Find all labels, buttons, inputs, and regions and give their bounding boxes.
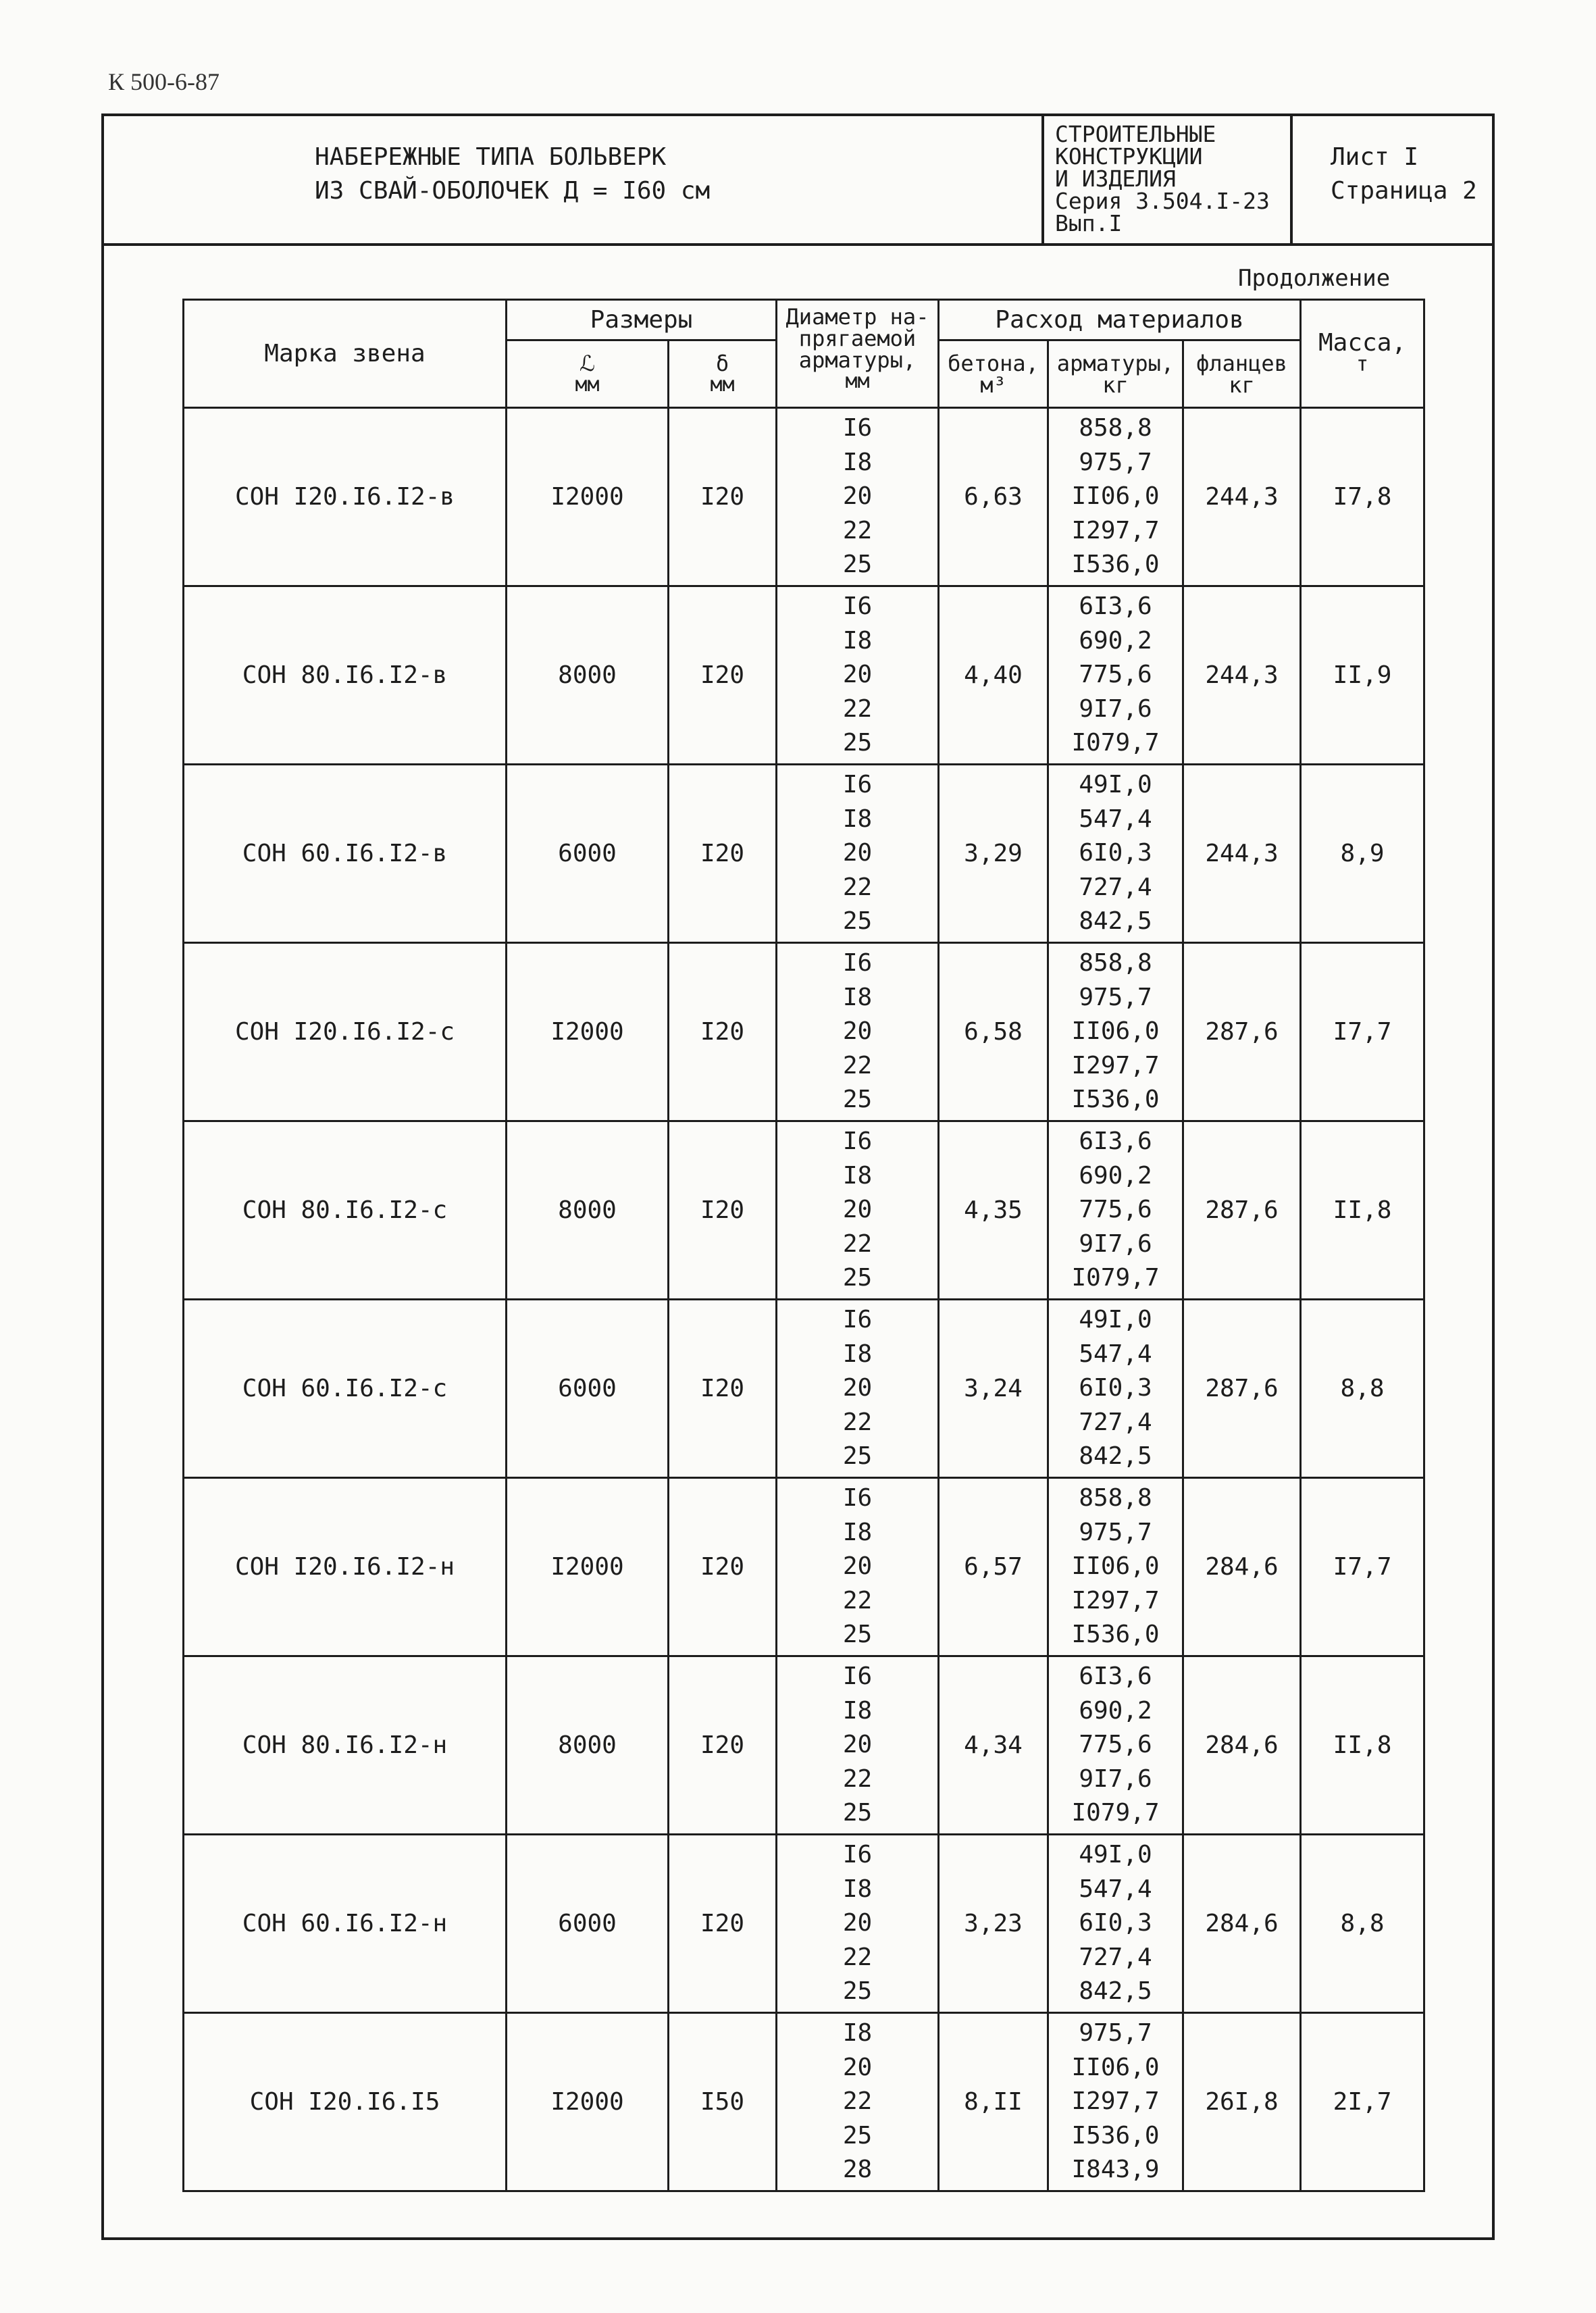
row-rebar bbox=[1048, 1478, 1183, 1656]
diameter-value: 22 bbox=[842, 1051, 873, 1079]
rebar-value: I079,7 bbox=[1071, 1799, 1160, 1827]
title-block-divider bbox=[1041, 113, 1044, 246]
rebar-value: 975,7 bbox=[1079, 448, 1152, 476]
header-rebar-label: арматуры, bbox=[1056, 350, 1175, 376]
row-rebar bbox=[1048, 765, 1183, 943]
header-flanges-unit: кг bbox=[1229, 372, 1255, 398]
row-mark: СОН 60.I6.I2-н bbox=[184, 1835, 507, 2013]
diameter-value: 22 bbox=[842, 1586, 873, 1615]
rebar-value: 9I7,6 bbox=[1079, 1764, 1152, 1793]
row-flanges: 284,6 bbox=[1183, 1478, 1301, 1656]
rebar-value: I297,7 bbox=[1071, 516, 1160, 544]
row-concrete: 6,58 bbox=[939, 943, 1048, 1121]
row-rebar bbox=[1048, 1835, 1183, 2013]
rebar-value: 842,5 bbox=[1079, 907, 1152, 936]
rebar-value: II06,0 bbox=[1071, 482, 1160, 511]
title-block bbox=[101, 113, 1495, 246]
header-diameter-unit: мм bbox=[845, 370, 870, 393]
series-line: КОНСТРУКЦИИ bbox=[1055, 143, 1203, 170]
diameter-value: I6 bbox=[842, 1127, 873, 1156]
row-length: 8000 bbox=[507, 1656, 669, 1835]
rebar-value: 6I0,3 bbox=[1079, 1909, 1152, 1937]
row-concrete: 6,63 bbox=[939, 408, 1048, 586]
row-thickness: I20 bbox=[669, 586, 777, 765]
row-length: 6000 bbox=[507, 1300, 669, 1478]
diameter-value: 22 bbox=[842, 1943, 873, 1971]
row-thickness: I20 bbox=[669, 1121, 777, 1300]
diameter-value: I8 bbox=[842, 1518, 873, 1546]
rebar-value: 49I,0 bbox=[1079, 1306, 1152, 1334]
diameter-value: 22 bbox=[842, 516, 873, 544]
header-mass-unit: т bbox=[1356, 352, 1369, 376]
diameter-value: 25 bbox=[842, 907, 873, 936]
diameter-value: I8 bbox=[842, 626, 873, 655]
row-rebar bbox=[1048, 1300, 1183, 1478]
diameter-value: I6 bbox=[842, 414, 873, 442]
rebar-value: 9I7,6 bbox=[1079, 1229, 1152, 1258]
header-mass bbox=[1301, 300, 1424, 408]
title-line-2: ИЗ СВАЙ-ОБОЛОЧЕК Д = I60 см bbox=[315, 177, 711, 205]
table-row bbox=[184, 408, 1424, 586]
header-flanges bbox=[1183, 340, 1301, 408]
row-diameters bbox=[777, 408, 939, 586]
rebar-value: I079,7 bbox=[1071, 1264, 1160, 1292]
row-diameters bbox=[777, 2013, 939, 2191]
row-thickness: I20 bbox=[669, 943, 777, 1121]
row-mass: II,8 bbox=[1301, 1656, 1424, 1835]
row-rebar bbox=[1048, 943, 1183, 1121]
diameter-value: 25 bbox=[842, 2121, 873, 2150]
rebar-value: I536,0 bbox=[1071, 2121, 1160, 2150]
row-rebar bbox=[1048, 1656, 1183, 1835]
row-length: 6000 bbox=[507, 765, 669, 943]
rebar-value: 547,4 bbox=[1079, 805, 1152, 833]
header-sizes: Размеры bbox=[507, 300, 777, 340]
row-thickness: I20 bbox=[669, 1300, 777, 1478]
series-line: СТРОИТЕЛЬНЫЕ bbox=[1055, 121, 1216, 147]
row-rebar bbox=[1048, 586, 1183, 765]
diameter-value: I6 bbox=[842, 1662, 873, 1691]
diameter-value: I6 bbox=[842, 592, 873, 621]
row-mark: СОН 60.I6.I2-в bbox=[184, 765, 507, 943]
diameter-value: 25 bbox=[842, 1977, 873, 2006]
row-thickness: I20 bbox=[669, 765, 777, 943]
row-concrete: 4,35 bbox=[939, 1121, 1048, 1300]
diameter-value: 22 bbox=[842, 1229, 873, 1258]
diameter-value: I6 bbox=[842, 1484, 873, 1513]
document-code: К 500-6-87 bbox=[108, 68, 220, 95]
rebar-value: I536,0 bbox=[1071, 551, 1160, 579]
diameter-value: I6 bbox=[842, 771, 873, 799]
row-diameters bbox=[777, 1656, 939, 1835]
rebar-value: 547,4 bbox=[1079, 1875, 1152, 1903]
diameter-value: 20 bbox=[842, 839, 873, 867]
diameter-value: I8 bbox=[842, 448, 873, 476]
diameter-value: 25 bbox=[842, 1264, 873, 1292]
row-mass: 8,8 bbox=[1301, 1300, 1424, 1478]
row-diameters bbox=[777, 765, 939, 943]
row-diameters bbox=[777, 1121, 939, 1300]
rebar-value: 6I0,3 bbox=[1079, 1374, 1152, 1402]
diameter-value: I8 bbox=[842, 2019, 873, 2048]
diameter-value: 22 bbox=[842, 873, 873, 901]
table-row bbox=[184, 1121, 1424, 1300]
rebar-value: 690,2 bbox=[1079, 626, 1152, 655]
table-row bbox=[184, 586, 1424, 765]
header-diameter bbox=[777, 300, 939, 408]
row-mark: СОН 80.I6.I2-н bbox=[184, 1656, 507, 1835]
rebar-value: I297,7 bbox=[1071, 2087, 1160, 2116]
rebar-value: 6I3,6 bbox=[1079, 592, 1152, 621]
row-length: I2000 bbox=[507, 943, 669, 1121]
row-concrete: 6,57 bbox=[939, 1478, 1048, 1656]
diameter-value: 20 bbox=[842, 482, 873, 511]
title-block-name bbox=[315, 141, 710, 208]
specification-table bbox=[182, 299, 1425, 2192]
row-mass: I7,7 bbox=[1301, 1478, 1424, 1656]
header-diameter-line: арматуры, bbox=[798, 347, 917, 373]
row-concrete: 4,34 bbox=[939, 1656, 1048, 1835]
row-rebar bbox=[1048, 408, 1183, 586]
page-number: Страница 2 bbox=[1331, 177, 1477, 205]
row-mark: СОН 80.I6.I2-с bbox=[184, 1121, 507, 1300]
rebar-value: 727,4 bbox=[1079, 1408, 1152, 1436]
row-thickness: I20 bbox=[669, 1478, 777, 1656]
rebar-value: I297,7 bbox=[1071, 1051, 1160, 1079]
row-length: 6000 bbox=[507, 1835, 669, 2013]
diameter-value: 20 bbox=[842, 1196, 873, 1224]
diameter-value: 25 bbox=[842, 1086, 873, 1114]
sheet-number: Лист I bbox=[1331, 143, 1419, 171]
series-info bbox=[1055, 123, 1270, 234]
row-concrete: 3,24 bbox=[939, 1300, 1048, 1478]
header-mark: Марка звена bbox=[184, 300, 507, 408]
row-flanges: 244,3 bbox=[1183, 586, 1301, 765]
header-length bbox=[507, 340, 669, 408]
row-flanges: 287,6 bbox=[1183, 943, 1301, 1121]
rebar-value: I079,7 bbox=[1071, 729, 1160, 757]
diameter-value: 22 bbox=[842, 1408, 873, 1436]
table-row bbox=[184, 943, 1424, 1121]
diameter-value: 20 bbox=[842, 1374, 873, 1402]
row-flanges: 287,6 bbox=[1183, 1121, 1301, 1300]
row-mass: 8,8 bbox=[1301, 1835, 1424, 2013]
rebar-value: II06,0 bbox=[1071, 1552, 1160, 1581]
diameter-value: 25 bbox=[842, 1799, 873, 1827]
rebar-value: 690,2 bbox=[1079, 1161, 1152, 1190]
row-mass: I7,8 bbox=[1301, 408, 1424, 586]
diameter-value: I6 bbox=[842, 1841, 873, 1869]
row-mark: СОН I20.I6.I2-с bbox=[184, 943, 507, 1121]
rebar-value: 6I3,6 bbox=[1079, 1127, 1152, 1156]
row-diameters bbox=[777, 586, 939, 765]
row-flanges: 26I,8 bbox=[1183, 2013, 1301, 2191]
row-mass: I7,7 bbox=[1301, 943, 1424, 1121]
row-mark: СОН I20.I6.I2-в bbox=[184, 408, 507, 586]
rebar-value: 842,5 bbox=[1079, 1442, 1152, 1471]
diameter-value: I6 bbox=[842, 949, 873, 977]
row-concrete: 3,23 bbox=[939, 1835, 1048, 2013]
row-diameters bbox=[777, 1835, 939, 2013]
row-mass: 2I,7 bbox=[1301, 2013, 1424, 2191]
rebar-value: 727,4 bbox=[1079, 873, 1152, 901]
diameter-value: I8 bbox=[842, 1875, 873, 1903]
title-line-1: НАБЕРЕЖНЫЕ ТИПА БОЛЬВЕРК bbox=[315, 143, 667, 171]
diameter-value: 22 bbox=[842, 1764, 873, 1793]
diameter-value: 22 bbox=[842, 2087, 873, 2116]
row-length: I2000 bbox=[507, 408, 669, 586]
table-row bbox=[184, 1478, 1424, 1656]
diameter-value: 20 bbox=[842, 661, 873, 689]
rebar-value: II06,0 bbox=[1071, 1017, 1160, 1046]
diameter-value: 20 bbox=[842, 1552, 873, 1581]
rebar-value: 9I7,6 bbox=[1079, 694, 1152, 723]
header-thickness-symbol: δ bbox=[715, 350, 729, 376]
diameter-value: 22 bbox=[842, 694, 873, 723]
header-length-unit: мм bbox=[575, 372, 600, 397]
row-mark: СОН I20.I6.I2-н bbox=[184, 1478, 507, 1656]
rebar-value: 975,7 bbox=[1079, 983, 1152, 1011]
table-row bbox=[184, 1656, 1424, 1835]
rebar-value: 858,8 bbox=[1079, 949, 1152, 977]
header-concrete-label: бетона, bbox=[948, 350, 1039, 376]
row-thickness: I50 bbox=[669, 2013, 777, 2191]
row-flanges: 284,6 bbox=[1183, 1656, 1301, 1835]
row-length: I2000 bbox=[507, 2013, 669, 2191]
series-line: И ИЗДЕЛИЯ bbox=[1055, 166, 1176, 192]
row-length: I2000 bbox=[507, 1478, 669, 1656]
diameter-value: I8 bbox=[842, 1696, 873, 1725]
row-flanges: 244,3 bbox=[1183, 765, 1301, 943]
row-rebar bbox=[1048, 2013, 1183, 2191]
sheet-info bbox=[1331, 141, 1477, 208]
diameter-value: 20 bbox=[842, 2053, 873, 2081]
diameter-value: 25 bbox=[842, 729, 873, 757]
rebar-value: I536,0 bbox=[1071, 1621, 1160, 1649]
row-thickness: I20 bbox=[669, 408, 777, 586]
header-diameter-line: Диаметр на- bbox=[786, 304, 929, 330]
rebar-value: 690,2 bbox=[1079, 1696, 1152, 1725]
rebar-value: 858,8 bbox=[1079, 1484, 1152, 1513]
row-concrete: 4,40 bbox=[939, 586, 1048, 765]
diameter-value: 25 bbox=[842, 1621, 873, 1649]
header-rebar bbox=[1048, 340, 1183, 408]
header-length-symbol: ℒ bbox=[579, 350, 596, 376]
rebar-value: I843,9 bbox=[1071, 2156, 1160, 2184]
diameter-value: I8 bbox=[842, 983, 873, 1011]
row-mark: СОН I20.I6.I5 bbox=[184, 2013, 507, 2191]
row-diameters bbox=[777, 943, 939, 1121]
header-diameter-line: прягаемой bbox=[798, 326, 917, 351]
series-line: Вып.I bbox=[1055, 210, 1123, 236]
diameter-value: 20 bbox=[842, 1731, 873, 1759]
diameter-value: 25 bbox=[842, 551, 873, 579]
row-thickness: I20 bbox=[669, 1656, 777, 1835]
header-thickness bbox=[669, 340, 777, 408]
row-flanges: 287,6 bbox=[1183, 1300, 1301, 1478]
title-block-divider bbox=[1290, 113, 1293, 246]
rebar-value: II06,0 bbox=[1071, 2053, 1160, 2081]
rebar-value: 49I,0 bbox=[1079, 771, 1152, 799]
diameter-value: I8 bbox=[842, 1340, 873, 1368]
row-rebar bbox=[1048, 1121, 1183, 1300]
row-mass: II,9 bbox=[1301, 586, 1424, 765]
diameter-value: I8 bbox=[842, 805, 873, 833]
row-flanges: 244,3 bbox=[1183, 408, 1301, 586]
rebar-value: 842,5 bbox=[1079, 1977, 1152, 2006]
table-row bbox=[184, 1300, 1424, 1478]
continuation-label: Продолжение bbox=[1238, 265, 1391, 292]
table-row bbox=[184, 765, 1424, 943]
row-mass: II,8 bbox=[1301, 1121, 1424, 1300]
row-flanges: 284,6 bbox=[1183, 1835, 1301, 2013]
header-mass-label: Масса, bbox=[1318, 328, 1407, 357]
rebar-value: I536,0 bbox=[1071, 1086, 1160, 1114]
row-diameters bbox=[777, 1478, 939, 1656]
diameter-value: 20 bbox=[842, 1017, 873, 1046]
rebar-value: 975,7 bbox=[1079, 1518, 1152, 1546]
row-concrete: 3,29 bbox=[939, 765, 1048, 943]
rebar-value: 547,4 bbox=[1079, 1340, 1152, 1368]
row-mark: СОН 80.I6.I2-в bbox=[184, 586, 507, 765]
diameter-value: 28 bbox=[842, 2156, 873, 2184]
rebar-value: 858,8 bbox=[1079, 414, 1152, 442]
diameter-value: 20 bbox=[842, 1909, 873, 1937]
row-length: 8000 bbox=[507, 1121, 669, 1300]
rebar-value: 49I,0 bbox=[1079, 1841, 1152, 1869]
header-rebar-unit: кг bbox=[1102, 372, 1129, 398]
rebar-value: 6I3,6 bbox=[1079, 1662, 1152, 1691]
diameter-value: I6 bbox=[842, 1306, 873, 1334]
row-concrete: 8,II bbox=[939, 2013, 1048, 2191]
rebar-value: 975,7 bbox=[1079, 2019, 1152, 2048]
header-concrete bbox=[939, 340, 1048, 408]
rebar-value: 6I0,3 bbox=[1079, 839, 1152, 867]
diameter-value: 25 bbox=[842, 1442, 873, 1471]
rebar-value: 775,6 bbox=[1079, 1731, 1152, 1759]
rebar-value: 775,6 bbox=[1079, 1196, 1152, 1224]
header-flanges-label: фланцев bbox=[1196, 350, 1287, 376]
header-consumption: Расход материалов bbox=[939, 300, 1301, 340]
header-thickness-unit: мм bbox=[710, 372, 735, 397]
row-mark: СОН 60.I6.I2-с bbox=[184, 1300, 507, 1478]
rebar-value: I297,7 bbox=[1071, 1586, 1160, 1615]
diameter-value: I8 bbox=[842, 1161, 873, 1190]
row-mass: 8,9 bbox=[1301, 765, 1424, 943]
table-row bbox=[184, 2013, 1424, 2191]
table-row bbox=[184, 1835, 1424, 2013]
series-line: Серия 3.504.I-23 bbox=[1055, 188, 1270, 214]
row-length: 8000 bbox=[507, 586, 669, 765]
rebar-value: 775,6 bbox=[1079, 661, 1152, 689]
header-concrete-unit: м³ bbox=[980, 372, 1006, 398]
row-thickness: I20 bbox=[669, 1835, 777, 2013]
row-diameters bbox=[777, 1300, 939, 1478]
rebar-value: 727,4 bbox=[1079, 1943, 1152, 1971]
